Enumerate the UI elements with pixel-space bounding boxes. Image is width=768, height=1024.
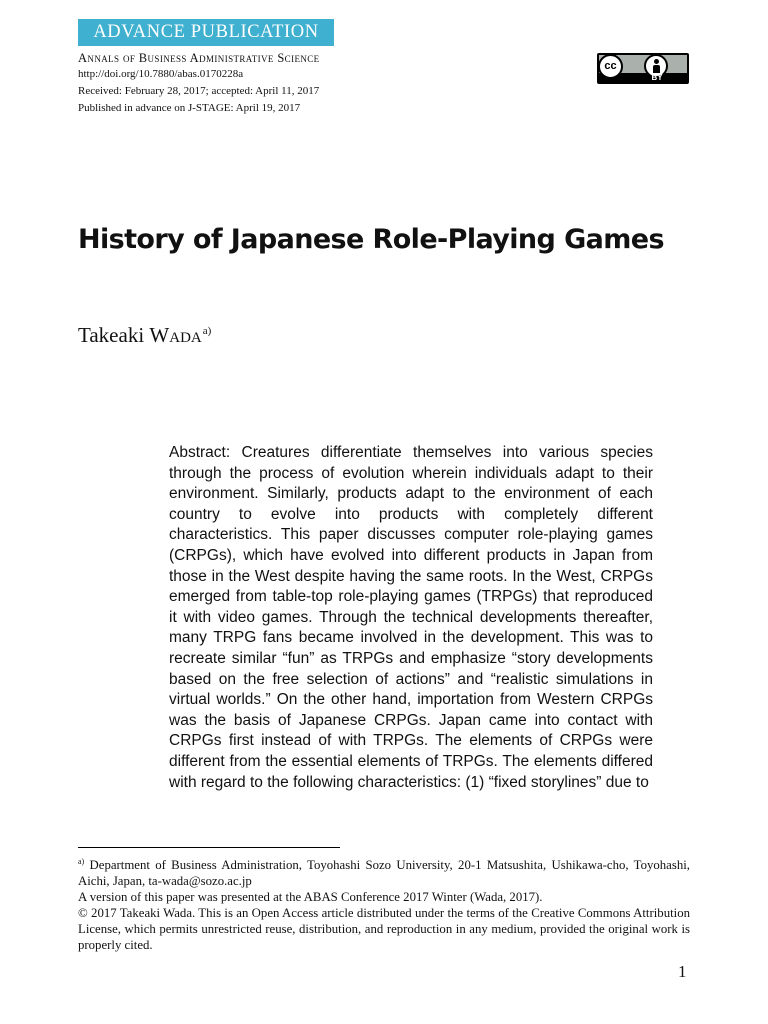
author-family-name: Wada (149, 323, 202, 347)
affiliation-mark: a) (202, 325, 212, 337)
journal-name: Annals of Business Administrative Science (78, 51, 320, 65)
footnotes (78, 854, 690, 953)
conference-note: A version of this paper was presented at the ABAS Conference 2017 Winter (Wada, 2017). (78, 890, 543, 904)
affiliation-text: Department of Business Administration, Toyohashi Sozo University, 20-1 Matsushita, Ushikawa-cho, Toyohashi, Aichi, Japan, ta-wada@sozo.ac.jp (78, 858, 690, 888)
abstract-text: Abstract: Creatures differentiate themselves into various species through the process of evolution wherein individuals adapt to their environment. Similarly, products adapt to the environment of each country to evolve into products with completely different characteristics. This paper discusses computer role-playing games (CRPGs), which have evolved into different products in Japan from those in the West despite having the same roots. In the West, CRPGs emerged from table-top role-playing games (TRPGs) that reproduced it with video games. Through the technical developments thereafter, many TRPG fans became involved in the development. This was to recreate similar “fun” as TRPGs and emphasize “story developments based on the free selection of actions” and “realistic simulations in virtual worlds.” On the other hand, importation from Western CRPGs was the basis of Japanese CRPGs. Japan came into contact with CRPGs first instead of with TRPGs. The elements of CRPGs were different from the essential elements of TRPGs. The elements differed with regard to the following characteristics: (1) “fixed storylines” due to (169, 444, 653, 791)
cc-icon: cc (598, 54, 623, 79)
received-dates: Received: February 28, 2017; accepted: April 11, 2017 (78, 85, 320, 97)
footnote-divider (78, 847, 340, 848)
author-line (78, 323, 211, 348)
doi-link[interactable]: http://doi.org/10.7880/abas.0170228a (78, 68, 244, 80)
page-number: 1 (678, 962, 687, 981)
person-body (653, 65, 660, 73)
paper-title: History of Japanese Role-Playing Games (78, 224, 664, 255)
person-head (654, 59, 659, 64)
affiliation-footnote (78, 854, 690, 889)
footnote-mark: a) (78, 857, 85, 866)
author-given-name: Takeaki (78, 323, 145, 347)
advance-publication-banner: ADVANCE PUBLICATION (78, 19, 334, 46)
by-label: BY (651, 73, 663, 82)
copyright-note: © 2017 Takeaki Wada. This is an Open Access article distributed under the terms of the Creative Commons Attribution License, which permits unrestricted reuse, distribution, and reproduction in any medium, provided the original work is properly cited. (78, 906, 690, 952)
cc-by-license-badge[interactable] (597, 53, 689, 84)
published-date: Published in advance on J-STAGE: April 19, 2017 (78, 102, 301, 114)
